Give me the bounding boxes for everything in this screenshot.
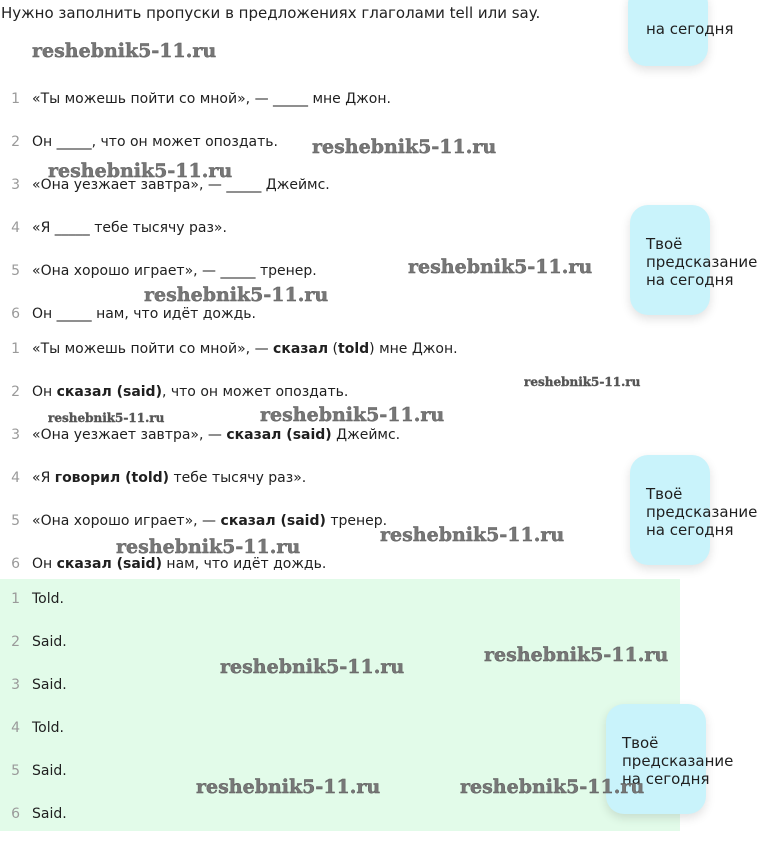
prediction-label: на сегодня bbox=[622, 770, 710, 788]
item-text: Он сказал (said) нам, что идёт дождь. bbox=[32, 556, 327, 572]
item-number: 1 bbox=[11, 91, 20, 107]
item-text: «Я _____ тебе тысячу раз». bbox=[32, 220, 227, 236]
watermark: reshebnik5-11.ru bbox=[48, 160, 233, 182]
item-number: 5 bbox=[11, 513, 20, 529]
watermark: reshebnik5-11.ru bbox=[220, 656, 405, 678]
watermark: reshebnik5-11.ru bbox=[32, 40, 217, 62]
prediction-label: предсказание bbox=[622, 752, 734, 770]
prediction-label: на сегодня bbox=[646, 521, 734, 539]
prediction-label: Твоё bbox=[622, 734, 659, 752]
prediction-bubble[interactable] bbox=[628, 0, 734, 66]
item-number: 4 bbox=[11, 220, 20, 236]
prediction-label: предсказание bbox=[646, 253, 757, 271]
item-text: «Я говорил (told) тебе тысячу раз». bbox=[32, 470, 307, 486]
prediction-label: на сегодня bbox=[646, 20, 734, 38]
prediction-label: Твоё bbox=[646, 485, 683, 503]
item-text: «Она уезжает завтра», — _____ Джеймс. bbox=[32, 177, 330, 193]
watermark: reshebnik5-11.ru bbox=[144, 284, 329, 306]
watermark: reshebnik5-11.ru bbox=[48, 411, 165, 425]
watermark: reshebnik5-11.ru bbox=[408, 256, 593, 278]
item-number: 4 bbox=[11, 470, 20, 486]
item-number: 5 bbox=[11, 263, 20, 279]
item-text: «Она хорошо играет», — _____ тренер. bbox=[32, 263, 317, 279]
task-title: Нужно заполнить пропуски в предложениях глаголами tell или say. bbox=[1, 4, 541, 22]
prediction-label: Твоё bbox=[646, 235, 683, 253]
watermark: reshebnik5-11.ru bbox=[196, 776, 381, 798]
item-text: Said. bbox=[32, 677, 67, 693]
item-text: Said. bbox=[32, 763, 67, 779]
item-text: Said. bbox=[32, 806, 67, 822]
item-number: 3 bbox=[11, 677, 20, 693]
prediction-bubble[interactable] bbox=[630, 205, 757, 315]
item-number: 1 bbox=[11, 341, 20, 357]
item-text: Told. bbox=[32, 591, 64, 607]
item-text: «Ты можешь пойти со мной», — сказал (told) мне Джон. bbox=[32, 341, 458, 357]
prediction-label: на сегодня bbox=[646, 271, 734, 289]
prediction-bubble[interactable] bbox=[630, 455, 757, 565]
item-number: 6 bbox=[11, 306, 20, 322]
watermark: reshebnik5-11.ru bbox=[312, 136, 497, 158]
item-text: Он _____, что он может опоздать. bbox=[32, 134, 278, 150]
item-number: 3 bbox=[11, 427, 20, 443]
prediction-label: предсказание bbox=[646, 503, 757, 521]
item-number: 2 bbox=[11, 384, 20, 400]
watermark: reshebnik5-11.ru bbox=[260, 404, 445, 426]
watermark: reshebnik5-11.ru bbox=[460, 776, 645, 798]
item-number: 4 bbox=[11, 720, 20, 736]
item-text: «Она хорошо играет», — сказал (said) тренер. bbox=[32, 513, 388, 529]
watermark: reshebnik5-11.ru bbox=[484, 644, 669, 666]
item-text: «Ты можешь пойти со мной», — _____ мне Джон. bbox=[32, 91, 391, 107]
watermark: reshebnik5-11.ru bbox=[116, 536, 301, 558]
item-number: 1 bbox=[11, 591, 20, 607]
item-number: 3 bbox=[11, 177, 20, 193]
item-number: 6 bbox=[11, 556, 20, 572]
item-text: Он _____ нам, что идёт дождь. bbox=[32, 306, 256, 322]
item-text: Said. bbox=[32, 634, 67, 650]
item-text: Told. bbox=[32, 720, 64, 736]
item-text: «Она уезжает завтра», — сказал (said) Джеймс. bbox=[32, 427, 401, 443]
watermark: reshebnik5-11.ru bbox=[524, 375, 641, 389]
item-text: Он сказал (said), что он может опоздать. bbox=[32, 384, 349, 400]
item-number: 5 bbox=[11, 763, 20, 779]
watermark: reshebnik5-11.ru bbox=[380, 524, 565, 546]
item-number: 2 bbox=[11, 634, 20, 650]
item-number: 6 bbox=[11, 806, 20, 822]
item-number: 2 bbox=[11, 134, 20, 150]
